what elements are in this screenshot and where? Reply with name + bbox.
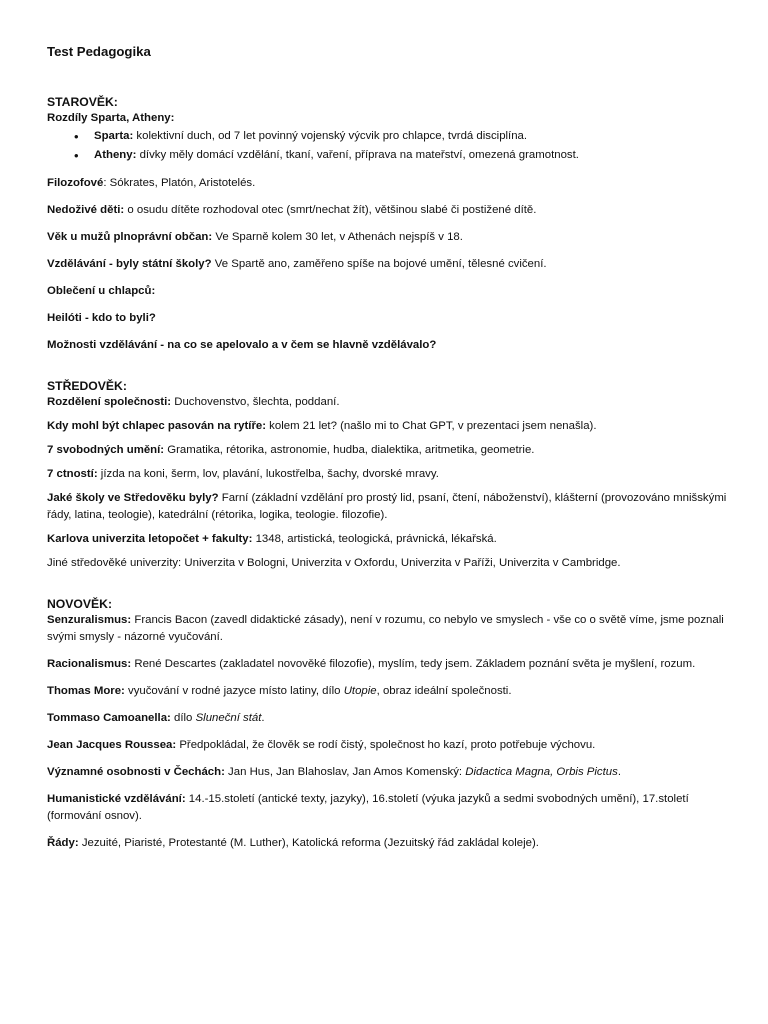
paragraph-vek-obcan	[47, 229, 728, 246]
definition: 14.-15.století (antické texty, jazyky), 16.století (výuka jazyků a sedmi svobodných umění), 17.století (formování osnov).	[47, 793, 689, 822]
paragraph-humanisticke-vzdelavani	[47, 791, 728, 825]
definition-end: .	[617, 766, 621, 778]
term: Jean Jacques Roussea:	[47, 739, 177, 751]
term: Racionalismus:	[47, 658, 132, 670]
bullet-item-sparta	[74, 127, 728, 146]
paragraph-rytir	[47, 418, 728, 435]
term: Oblečení u chlapců:	[47, 285, 156, 297]
work-title: Didactica Magna, Orbis Pictus	[465, 766, 618, 778]
section-heading-stredovek: STŘEDOVĚK:	[47, 379, 127, 393]
paragraph-moznosti-vzdelavani	[47, 337, 728, 354]
section-heading-starovek: STAROVĚK:	[47, 95, 118, 109]
term: Kdy mohl být chlapec pasován na rytíře:	[47, 420, 267, 432]
definition: jízda na koni, šerm, lov, plavání, lukostřelba, šachy, dvorské mravy.	[97, 468, 439, 480]
term: Věk u mužů plnoprávní občan:	[47, 231, 213, 243]
term: Karlova univerzita letopočet + fakulty:	[47, 533, 253, 545]
document-title: Test Pedagogika	[47, 44, 151, 59]
paragraph-karlova-univerzita	[47, 531, 728, 548]
definition: o osudu dítěte rozhodoval otec (smrt/nechat žít), většinou slabé či postižené dítě.	[124, 204, 537, 216]
paragraph-rousseau	[47, 737, 728, 754]
paragraph-camoanella	[47, 710, 728, 727]
paragraph-rozdeleni-spolecnosti	[47, 394, 728, 411]
section-heading-novovek: NOVOVĚK:	[47, 597, 113, 611]
paragraph-racionalismus	[47, 656, 728, 673]
definition: Ve Sparně kolem 30 let, v Athenách nejspíš v 18.	[212, 231, 463, 243]
definition: Ve Spartě ano, zaměřeno spíše na bojové umění, tělesné cvičení.	[211, 258, 547, 270]
work-title: Sluneční stát	[195, 712, 262, 724]
term: Řády:	[47, 837, 79, 849]
definition: Farní (základní vzdělání pro prostý lid, psaní, čtení, náboženství), klášterní (provozováno mnišskými řády, latina, teologie), katedrální (rétorika, logika, teologie. filozofie).	[47, 492, 727, 521]
paragraph-filozofove	[47, 175, 728, 192]
definition: Duchovenstvo, šlechta, poddaní.	[171, 396, 340, 408]
definition: Předpokládal, že člověk se rodí čistý, společnost ho kazí, proto potřebuje výchovu.	[176, 739, 596, 751]
definition: Jezuité, Piaristé, Protestanté (M. Luther), Katolická reforma (Jezuitský řád zakládal koleje).	[78, 837, 539, 849]
paragraph-osobnosti-cechy	[47, 764, 728, 781]
definition-end: , obraz ideální společnosti.	[376, 685, 512, 697]
term: Nedoživé děti:	[47, 204, 125, 216]
paragraph-vzdelavani-skoly	[47, 256, 728, 273]
definition: Jiné středověké univerzity: Univerzita v Bologni, Univerzita v Oxfordu, Univerzita v Paříži, Univerzita v Cambridge.	[47, 557, 621, 569]
definition: dílo	[170, 712, 196, 724]
term: Thomas More:	[47, 685, 125, 697]
paragraph-ctnosti	[47, 466, 728, 483]
term: Senzuralismus:	[47, 614, 132, 626]
term: Filozofové	[47, 177, 104, 189]
paragraph-svobodna-umeni	[47, 442, 728, 459]
work-title: Utopie	[343, 685, 377, 697]
subheading-sparta-atheny: Rozdíly Sparta, Atheny:	[47, 112, 175, 124]
term: Humanistické vzdělávání:	[47, 793, 186, 805]
definition: Francis Bacon (zavedl didaktické zásady), není v rozumu, co nebylo ve smyslech - vše co o světě víme, jsme poznali svými smysly - názorné vyučování.	[47, 614, 724, 643]
term: Významné osobnosti v Čechách:	[47, 766, 225, 778]
bullet-item-atheny	[74, 146, 728, 165]
paragraph-senzualismus	[47, 612, 728, 646]
term: Heilóti - kdo to byli?	[47, 312, 156, 324]
paragraph-nedozive-deti	[47, 202, 728, 219]
definition: kolem 21 let? (našlo mi to Chat GPT, v prezentaci jsem nenašla).	[266, 420, 597, 432]
paragraph-skoly-stredovek	[47, 490, 728, 524]
term: Vzdělávání - byly státní školy?	[47, 258, 212, 270]
term: Tommaso Camoanella:	[47, 712, 171, 724]
definition: vyučování v rodné jazyce místo latiny, dílo	[124, 685, 344, 697]
term: 7 ctností:	[47, 468, 98, 480]
paragraph-obleceni	[47, 283, 728, 300]
definition: René Descartes (zakladatel novověké filozofie), myslím, tedy jsem. Základem poznání světa je myšlení, rozum.	[131, 658, 696, 670]
definition: Jan Hus, Jan Blahoslav, Jan Amos Komenský:	[224, 766, 466, 778]
term: Atheny:	[94, 149, 137, 161]
definition: Gramatika, rétorika, astronomie, hudba, dialektika, aritmetika, geometrie.	[164, 444, 535, 456]
definition: dívky měly domácí vzdělání, tkaní, vaření, příprava na mateřství, omezená gramotnost.	[136, 149, 579, 161]
term: Jaké školy ve Středověku byly?	[47, 492, 219, 504]
term: Možnosti vzdělávání - na co se apelovalo a v čem se hlavně vzdělávalo?	[47, 339, 437, 351]
paragraph-jine-univerzity	[47, 555, 728, 572]
definition-end: .	[261, 712, 265, 724]
definition: : Sókrates, Platón, Aristotelés.	[103, 177, 256, 189]
paragraph-thomas-more	[47, 683, 728, 700]
term: 7 svobodných umění:	[47, 444, 165, 456]
paragraph-heiloti	[47, 310, 728, 327]
bullet-list	[47, 127, 728, 165]
definition: 1348, artistická, teologická, právnická, lékařská.	[252, 533, 497, 545]
paragraph-rady	[47, 835, 728, 852]
definition: kolektivní duch, od 7 let povinný vojenský výcvik pro chlapce, tvrdá disciplína.	[133, 130, 528, 142]
term: Rozdělení společnosti:	[47, 396, 172, 408]
term: Sparta:	[94, 130, 134, 142]
